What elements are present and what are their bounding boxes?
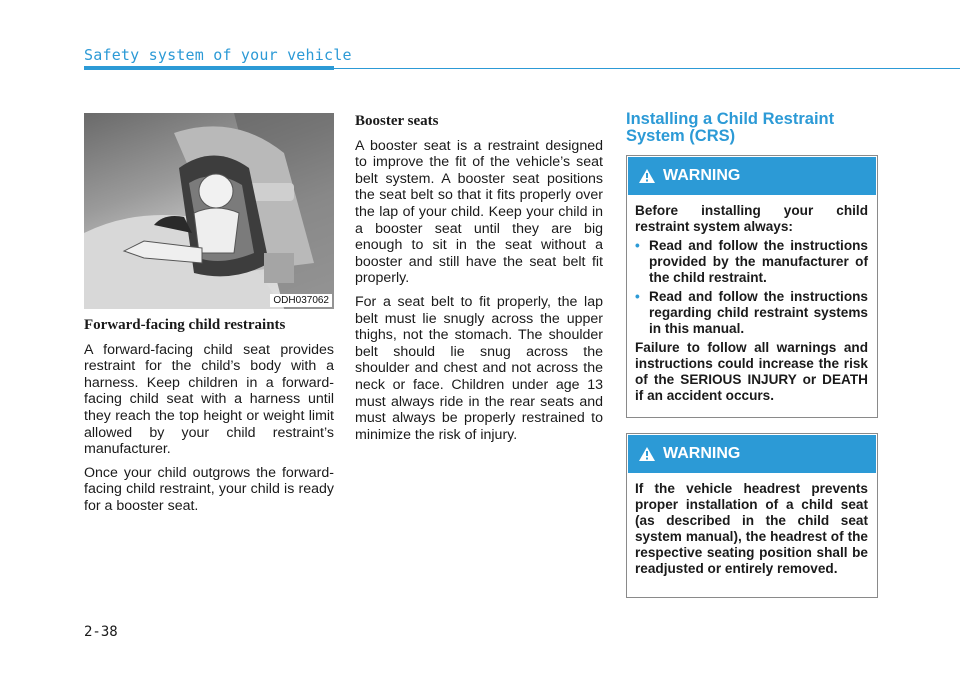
warning-box-1 (626, 155, 878, 418)
warning-body (627, 196, 877, 404)
middle-column (355, 113, 603, 450)
warning-outro: Failure to follow all warnings and instructions could increase the risk of the SERIOUS INJURY or DEATH if an accident occurs. (635, 340, 868, 403)
warning-box-2 (626, 433, 878, 598)
bullet-text: Read and follow the instructions provided by the manufacturer of the child restraint. (649, 238, 868, 285)
paragraph: A forward-facing child seat provides restraint for the child’s body with a harness. Keep children in a forward-facing child seat with a harness until they reach the top height or weight limit allowed by your child restraint’s manufacturer. (84, 341, 334, 458)
paragraph: A booster seat is a restraint designed to improve the fit of the vehicle’s seat belt system. A booster seat positions the seat belt so that it fits properly over the lap of your child. Keep your child in a booster seat until they are big enough to sit in the seat without a booster and still have the seat belt fit properly. (355, 137, 603, 287)
warning-triangle-icon (638, 446, 656, 462)
header-title: Safety system of your vehicle (84, 46, 352, 64)
image-code: ODH037062 (270, 294, 332, 307)
paragraph: Once your child outgrows the forward-facing child restraint, your child is ready for a booster seat. (84, 464, 334, 514)
list-item (635, 289, 868, 337)
warning-triangle-icon (638, 168, 656, 184)
list-item (635, 238, 868, 286)
subheading-booster-seats: Booster seats (355, 113, 439, 129)
header-rule-thick (84, 66, 334, 70)
page-number: 2-38 (84, 624, 118, 640)
warning-intro: Before installing your child restraint system always: (635, 203, 868, 234)
bullet-icon: • (635, 289, 640, 304)
warning-header (628, 435, 876, 473)
warning-header (628, 157, 876, 195)
warning-label: WARNING (663, 445, 741, 462)
warning-label: WARNING (663, 167, 741, 184)
left-column (84, 317, 334, 522)
header-rule-thin (334, 68, 960, 69)
paragraph: For a seat belt to fit properly, the lap belt must lie snugly across the upper thighs, not the stomach. The shoulder belt should lie snug across the shoulder and chest and not across the neck or face. Children under age 13 must always ride in the rear seats and must always be properly restrained to minimize the risk of injury. (355, 293, 603, 443)
warning-body (627, 474, 877, 577)
bullet-text: Read and follow the instructions regarding child restraint systems in this manual. (649, 289, 868, 336)
bullet-icon: • (635, 238, 640, 253)
child-seat-photo (84, 113, 334, 309)
section-title: Installing a Child Restraint System (CRS) (626, 110, 835, 145)
subheading-forward-facing: Forward-facing child restraints (84, 317, 286, 333)
warning-text: If the vehicle headrest prevents proper installation of a child seat (as described in the child seat system manual), the headrest of the respective seating position shall be readjusted or entirely removed. (635, 481, 868, 576)
